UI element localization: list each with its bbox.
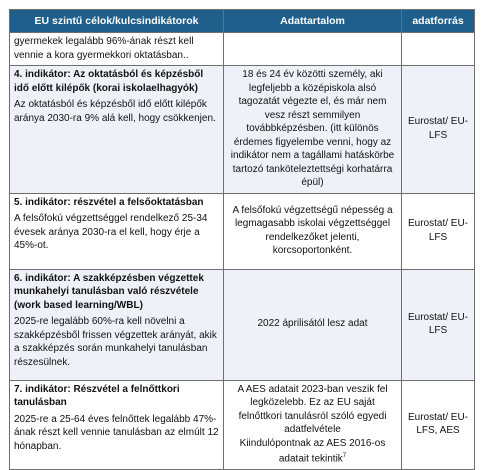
content-cell — [224, 33, 402, 66]
content-text: A felsőfokú végzettségű népesség a legmagasabb iskolai végzettséggel rendelkezőket jelenti, korcsoportonként. — [232, 204, 393, 256]
indicator-text: gyermekek legalább 96%-ának részt kell vennie a kora gyermekkori oktatásban.. — [14, 36, 194, 61]
indicator-cell — [10, 33, 224, 66]
content-text: A AES adatait 2023-ban veszik fel legközelebb. Ez az EU saját felnőttkori tanulásról szóló egyedi adatfelvétele — [237, 383, 388, 435]
source-cell — [402, 66, 475, 194]
table-row — [10, 33, 475, 66]
table-row — [10, 66, 475, 194]
content-cell — [224, 66, 402, 194]
indicator-title: 5. indikátor: részvétel a felsőoktatásban — [14, 196, 204, 208]
source-text: Eurostat/ EU-LFS, AES — [407, 411, 469, 437]
indicator-text: 2025-re legalább 60%-ra kell növelni a szakképzésből frissen végzettek arányát, akik a szakképzés során munkahelyi tanulásban részesülnek. — [14, 316, 217, 368]
indicator-cell — [10, 269, 224, 380]
header-content: Adattartalom — [224, 10, 402, 33]
source-cell — [402, 33, 475, 66]
source-cell — [402, 193, 475, 269]
source-text: Eurostat/ EU-LFS — [407, 116, 469, 141]
content-cell — [224, 193, 402, 269]
source-cell — [402, 380, 475, 469]
content-text: 18 és 24 év közötti személy, aki legfeljebb a középiskola alsó tagozatát végezte el, és már nem vesz részt semmilyen továbbképzésben. (itt különös érdemes figyelembe venni, hogy az indikátor nem a tagállami hatáskörbe tartozó tanköteleztettségi korhatárra épül) — [230, 69, 395, 188]
table-row — [10, 193, 475, 269]
header-indicators: EU szintű célok/kulcsindikátorok — [10, 10, 224, 33]
indicator-text: 2025-re a 25-64 éves felnőttek legalább 47%-ának részt kell vennie tanulásban az elmúlt 12 hónapban. — [14, 413, 219, 452]
footnote-mark: 7 — [342, 453, 347, 459]
indicator-cell — [10, 66, 224, 194]
content-text: 2022 áprilisától lesz adat — [257, 318, 368, 330]
indicator-title: 4. indikátor: Az oktatásból és képzésből idő előtt kilépők (korai iskolaelhagyók) — [14, 69, 204, 94]
indicator-title: 6. indikátor: A szakképzésben végzettek munkahelyi tanulásban való részvétele (work based learning/WBL) — [14, 272, 204, 311]
indicator-text: Az oktatásból és képzésből idő előtt kilépők aránya 2030-ra 9% alá kell, hogy csökkenjen. — [14, 99, 216, 124]
source-cell — [402, 269, 475, 380]
header-source: adatforrás — [402, 10, 475, 33]
indicator-cell — [10, 193, 224, 269]
indicator-text: A felsőfokú végzettséggel rendelkező 25-34 évesek aránya 2030-ra el kell, hogy érje a 45%-ot. — [14, 213, 208, 251]
content-text-2: Kiindulópontnak az AES 2016-os adatait tekintik — [239, 437, 386, 465]
indicator-table — [9, 9, 475, 470]
source-text: Eurostat/ EU-LFS — [407, 218, 469, 243]
table-row — [10, 269, 475, 380]
content-cell — [224, 380, 402, 469]
table-header-row — [10, 10, 475, 33]
indicator-cell — [10, 380, 224, 469]
indicator-title: 7. indikátor: Részvétel a felnőttkori tanulásban — [14, 383, 180, 408]
table-row — [10, 380, 475, 469]
source-text: Eurostat/ EU-LFS — [407, 311, 469, 336]
content-cell — [224, 269, 402, 380]
